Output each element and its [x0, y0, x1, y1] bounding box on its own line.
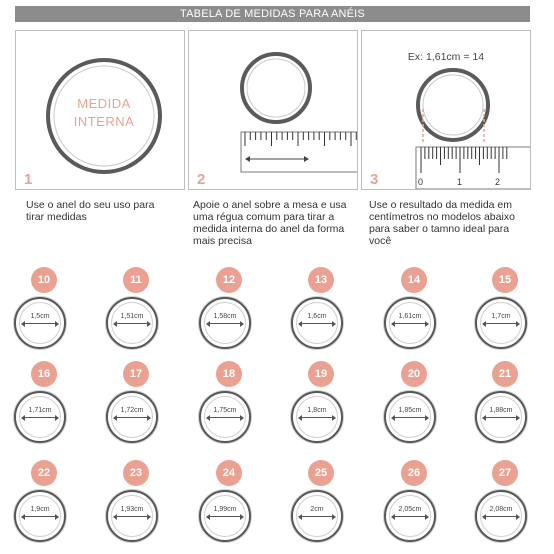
ring-size-item	[291, 361, 355, 441]
ring-icon	[384, 490, 436, 542]
ring-icon	[384, 391, 436, 443]
ring-measure-label: 1,71cm	[28, 407, 52, 414]
ring-icon	[475, 490, 527, 542]
step-number: 1	[24, 171, 33, 188]
step-number: 2	[197, 171, 206, 188]
ring-measure-label: 1,99cm	[213, 506, 237, 513]
ring-size-item	[14, 460, 78, 540]
diameter-arrow	[22, 516, 58, 517]
step-3-instruction: Use o resultado da medida em centímetros no modelos abaixo para saber o tamno ideal para você	[369, 199, 515, 247]
size-number-badge: 17	[123, 361, 149, 387]
diameter-arrow	[299, 516, 335, 517]
ring-measure-label: 2,05cm	[398, 506, 422, 513]
ring-on-ruler-illustration	[189, 31, 357, 189]
step-1-instruction: Use o anel do seu uso para tirar medidas	[26, 199, 155, 223]
ring-size-item	[291, 460, 355, 540]
ring-measure-label: 1,5cm	[30, 313, 50, 320]
diameter-arrow	[207, 516, 243, 517]
diameter-arrow	[483, 516, 519, 517]
ring-size-item	[14, 361, 78, 441]
size-number-badge: 19	[308, 361, 334, 387]
diameter-arrow	[392, 516, 428, 517]
diameter-arrow	[207, 323, 243, 324]
ring-icon	[14, 391, 66, 443]
ring-measure-label: 1,9cm	[30, 506, 50, 513]
step-2-panel	[188, 30, 358, 190]
ring-icon	[14, 297, 66, 349]
size-number-badge: 18	[216, 361, 242, 387]
ring-measure-label: 1,88cm	[489, 407, 513, 414]
diameter-arrow	[22, 417, 58, 418]
size-number-badge: 10	[31, 267, 57, 293]
ring-size-item	[384, 267, 448, 347]
ring-icon	[291, 490, 343, 542]
diameter-arrow	[207, 417, 243, 418]
ring-measure-label: 2,08cm	[489, 506, 513, 513]
ring-measure-label: 2cm	[310, 506, 324, 513]
ring-icon	[199, 391, 251, 443]
diameter-arrow	[299, 323, 335, 324]
diameter-arrow	[114, 417, 150, 418]
inner-measure-label: MEDIDA INTERNA	[73, 96, 135, 129]
size-number-badge: 22	[31, 460, 57, 486]
ring-size-item	[384, 460, 448, 540]
ring-icon	[199, 297, 251, 349]
ring-icon	[291, 297, 343, 349]
step-1-panel	[15, 30, 185, 190]
diameter-arrow	[114, 516, 150, 517]
ring-measure-label: 1,75cm	[213, 407, 237, 414]
ring-size-item	[384, 361, 448, 441]
ring-icon	[475, 391, 527, 443]
ring-size-item	[475, 267, 539, 347]
ring-size-item	[475, 361, 539, 441]
ring-measure-label: 1,6cm	[307, 313, 327, 320]
ring-measure-label: 1,72cm	[120, 407, 144, 414]
ruler-label-0: 0	[418, 177, 424, 187]
ring-measure-label: 1,8cm	[307, 407, 327, 414]
size-number-badge: 26	[401, 460, 427, 486]
ring-size-item	[14, 267, 78, 347]
ring-size-item	[106, 361, 170, 441]
ring-size-item	[475, 460, 539, 540]
ruler-label-1: 1	[457, 177, 463, 187]
ring-icon	[106, 490, 158, 542]
diameter-arrow	[483, 323, 519, 324]
ruler-label-2: 2	[495, 177, 501, 187]
ring-measure-label: 1,58cm	[213, 313, 237, 320]
diameter-arrow	[299, 417, 335, 418]
ring-size-item	[291, 267, 355, 347]
page-title: TABELA DE MEDIDAS PARA ANÉIS	[15, 6, 530, 22]
example-text: Ex: 1,61cm = 14	[407, 51, 485, 63]
ring-measure-label: 1,61cm	[398, 313, 422, 320]
ring-icon	[106, 391, 158, 443]
ring-size-item	[199, 460, 263, 540]
size-number-badge: 20	[401, 361, 427, 387]
diameter-arrow	[483, 417, 519, 418]
diameter-arrow	[392, 417, 428, 418]
ring-size-item	[199, 267, 263, 347]
ring-measure-label: 1,7cm	[491, 313, 511, 320]
ring-size-item	[199, 361, 263, 441]
ring-icon	[291, 391, 343, 443]
size-number-badge: 21	[492, 361, 518, 387]
size-number-badge: 14	[401, 267, 427, 293]
ring-icon	[14, 490, 66, 542]
size-number-badge: 15	[492, 267, 518, 293]
step-2-instruction: Apoie o anel sobre a mesa e usa uma régua comum para tirar a medida interna do anel da forma mais precisa	[193, 199, 347, 247]
size-number-badge: 16	[31, 361, 57, 387]
diameter-arrow	[392, 323, 428, 324]
step-number: 3	[370, 171, 379, 188]
ring-measure-label: 1,93cm	[120, 506, 144, 513]
size-number-badge: 11	[123, 267, 149, 293]
ring-icon	[384, 297, 436, 349]
size-number-badge: 23	[123, 460, 149, 486]
diameter-arrow	[22, 323, 58, 324]
ring-icon	[199, 490, 251, 542]
ring-icon	[475, 297, 527, 349]
ring-measure-label: 1,85cm	[398, 407, 422, 414]
ring-size-item	[106, 460, 170, 540]
size-number-badge: 27	[492, 460, 518, 486]
ring-measure-label: 1,51cm	[120, 313, 144, 320]
ring-size-item	[106, 267, 170, 347]
size-number-badge: 24	[216, 460, 242, 486]
size-number-badge: 13	[308, 267, 334, 293]
size-number-badge: 25	[308, 460, 334, 486]
diameter-arrow	[114, 323, 150, 324]
step-3-panel	[361, 30, 531, 190]
size-number-badge: 12	[216, 267, 242, 293]
ring-icon	[106, 297, 158, 349]
ring-measure-illustration	[362, 31, 530, 189]
